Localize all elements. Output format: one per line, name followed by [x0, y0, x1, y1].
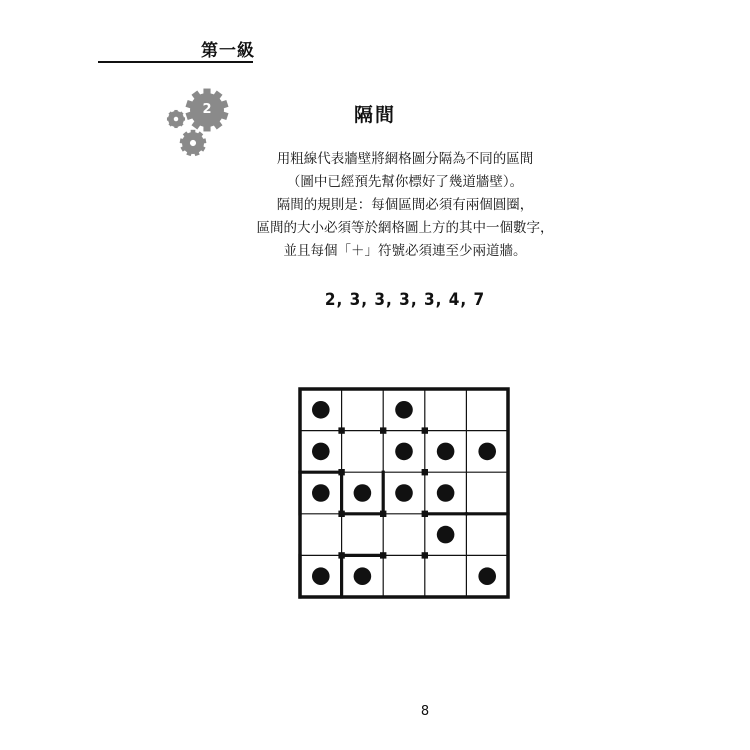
rule-line: 並且每個「＋」符號必須連至少兩道牆。 [283, 243, 527, 259]
circle-marker [354, 484, 372, 502]
plus-marker [422, 511, 428, 517]
puzzle-title: 隔間 [353, 104, 396, 126]
plus-marker [338, 469, 344, 475]
circle-marker [312, 484, 330, 502]
region-sizes: 2, 3, 3, 3, 3, 4, 7 [324, 290, 486, 310]
puzzle-rules [0, 148, 750, 263]
badge-number: 2 [202, 102, 212, 117]
plus-marker [380, 427, 386, 433]
page-number: 8 [420, 704, 430, 719]
rule-line: （圖中已經預先幫你標好了幾道牆壁）。 [286, 174, 524, 190]
plus-marker [338, 552, 344, 558]
circle-marker [312, 401, 330, 419]
circle-marker [478, 567, 496, 585]
plus-marker [422, 469, 428, 475]
circle-marker [395, 443, 413, 461]
plus-marker [422, 427, 428, 433]
plus-marker [338, 511, 344, 517]
circle-marker [395, 484, 413, 502]
puzzle-grid[interactable] [296, 385, 512, 601]
level-title-underline [98, 61, 253, 63]
circle-marker [437, 526, 455, 544]
circle-marker [395, 401, 413, 419]
rule-line: 區間的大小必須等於網格圖上方的其中一個數字， [256, 220, 554, 236]
circle-marker [478, 443, 496, 461]
plus-marker [380, 552, 386, 558]
circle-marker [437, 484, 455, 502]
plus-marker [380, 511, 386, 517]
level-title: 第一級 [201, 41, 255, 61]
circle-marker [354, 567, 372, 585]
circle-marker [437, 443, 455, 461]
rule-line: 隔間的規則是：每個區間必須有兩個圓圈， [276, 197, 534, 213]
plus-marker [422, 552, 428, 558]
circle-marker [312, 443, 330, 461]
plus-marker [338, 427, 344, 433]
circle-marker [312, 567, 330, 585]
rule-line: 用粗線代表牆壁將網格圖分隔為不同的區間 [276, 151, 534, 167]
